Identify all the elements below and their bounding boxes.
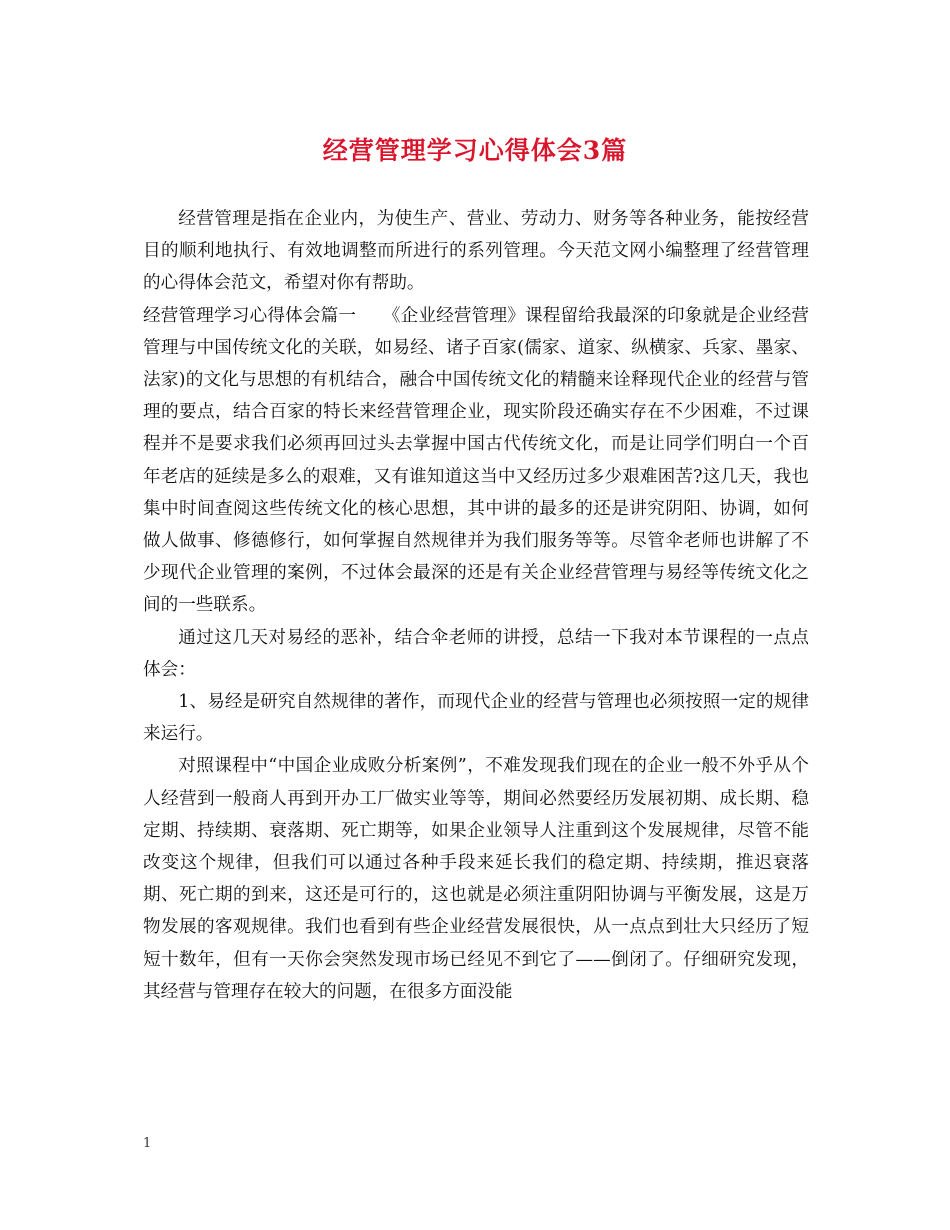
paragraph-point-one: 1、易经是研究自然规律的著作，而现代企业的经营与管理也必须按照一定的规律来运行。 [143,692,809,745]
paragraph-intro: 经营管理是指在企业内，为使生产、营业、劳动力、财务等各种业务，能按经营目的顺利地执行、有效地调整而所进行的系列管理。今天范文网小编整理了经营管理的心得体会范文，希望对你有帮助。 [143,209,809,294]
paragraph-summary: 通过这几天对易经的恶补，结合伞老师的讲授，总结一下我对本节课程的一点点体会： [143,627,809,680]
paragraph-case-analysis: 对照课程中“中国企业成败分析案例”，不难发现我们现在的企业一般不外乎从个人经营到一般商人再到开办工厂做实业等等，期间必然要经历发展初期、成长期、稳定期、持续期、衰落期、死亡期等，如果企业领导人注重到这个发展规律，尽管不能改变这个规律，但我们可以通过各种手段来延长我们的稳定期、持续期，推迟衰落期、死亡期的到来，这还是可行的，这也就是必须注重阴阳协调与平衡发展，这是万物发展的客观规律。我们也看到有些企业经营发展很快，从一点点到壮大只经历了短短十数年，但有一天你会突然发现市场已经见不到它了——倒闭了。仔细研究发现，其经营与管理存在较大的问题，在很多方面没能 [143,756,809,1002]
document-title: 经营管理学习心得体会3篇 [322,136,628,165]
document-body [143,203,809,1008]
paragraph-section-one: 经营管理学习心得体会篇一 《企业经营管理》课程留给我最深的印象就是企业经营管理与中国传统文化的关联，如易经、诸子百家(儒家、道家、纵横家、兵家、墨家、法家)的文化与思想的有机结合，融合中国传统文化的精髓来诠释现代企业的经营与管理的要点，结合百家的特长来经营管理企业，现实阶段还确实存在不少困难，不过课程并不是要求我们必须再回过头去掌握中国古代传统文化，而是让同学们明白一个百年老店的延续是多么的艰难，又有谁知道这当中又经历过多少艰难困苦?这几天，我也集中时间查阅这些传统文化的核心思想，其中讲的最多的还是讲究阴阳、协调，如何做人做事、修德修行，如何掌握自然规律并为我们服务等等。尽管伞老师也讲解了不少现代企业管理的案例，不过体会最深的还是有关企业经营管理与易经等传统文化之间的一些联系。 [143,305,809,616]
page-number: 1 [143,1136,152,1151]
